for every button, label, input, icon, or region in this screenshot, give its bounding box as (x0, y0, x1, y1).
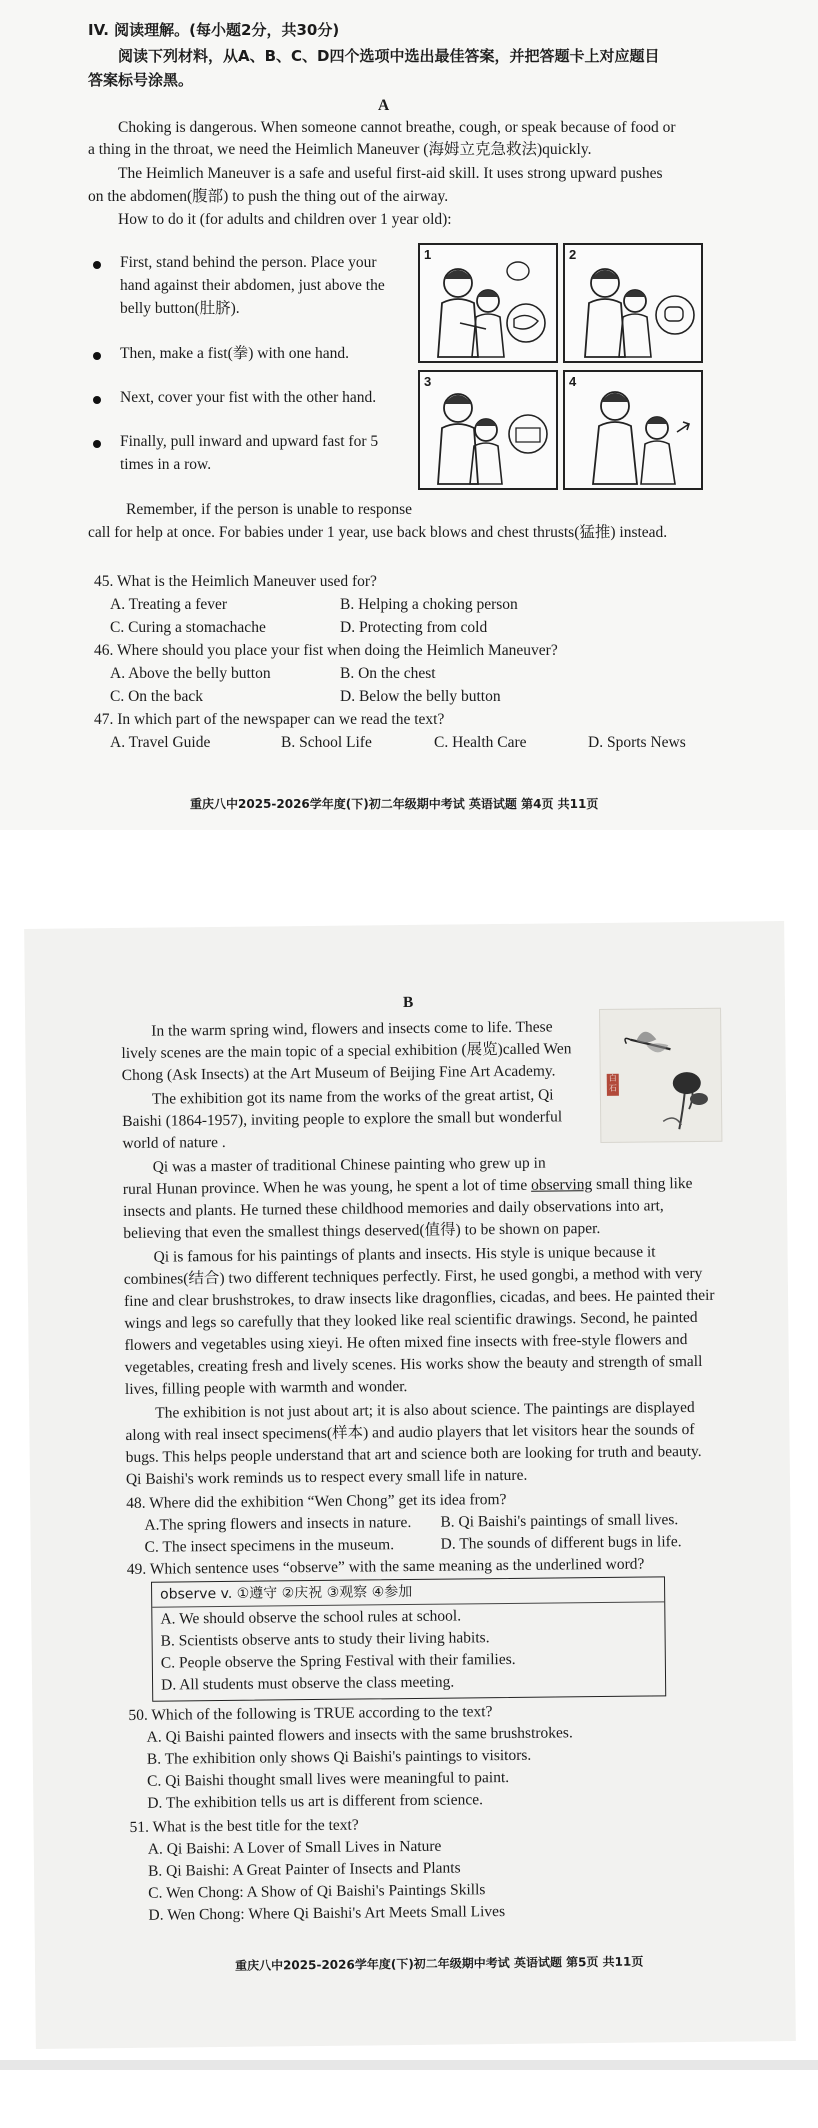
paragraph-line: The exhibition is not just about art; it is also about science. The paintings are displayed (155, 1399, 695, 1422)
paragraph-line: The exhibition got its name from the works of the great artist, Qi (151, 1086, 554, 1108)
step-1-line-1: First, stand behind the person. Place your (120, 254, 377, 271)
paragraph-line: lively scenes are the main topic of a special exhibition (展览)called Wen (121, 1040, 572, 1062)
exam-page-4 (0, 0, 818, 830)
step-1-line-2: hand against their abdomen, just above the (120, 277, 385, 294)
page-bottom-edge (0, 2060, 818, 2070)
bullet-icon (93, 261, 101, 269)
option-c: C. Curing a stomachache (110, 619, 266, 636)
instruction-line-1: 阅读下列材料，从A、B、C、D四个选项中选出最佳答案，并把答题卡上对应题目 (118, 47, 660, 65)
page-footer: 重庆八中2025-2026学年度(下)初二年级期中考试 英语试题 第5页 共11页 (234, 1954, 644, 1973)
option-b: B. Scientists observe ants to study their living habits. (160, 1629, 490, 1650)
illustration-panel-4 (563, 370, 703, 490)
paragraph-line: bugs. This helps people understand that art and science both are looking for truth and beauty. (125, 1442, 702, 1466)
option-c: C. Health Care (434, 734, 527, 751)
passage-label-a: A (378, 97, 390, 114)
question-46-stem: 46. Where should you place your fist when doing the Heimlich Maneuver? (94, 642, 558, 659)
exam-page-5 (24, 921, 796, 2049)
paragraph-line: How to do it (for adults and children over 1 year old): (118, 211, 452, 228)
option-c: C. Wen Chong: A Show of Qi Baishi's Paintings Skills (148, 1881, 486, 1902)
bullet-icon (93, 352, 101, 360)
option-c: C. Qi Baishi thought small lives were meaningful to paint. (146, 1768, 510, 1790)
bullet-icon (93, 440, 101, 448)
illustration-panel-3 (418, 370, 558, 490)
illustration-panel-2 (563, 243, 703, 363)
paragraph-line: a thing in the throat, we need the Heimlich Maneuver (海姆立克急救法)quickly. (88, 141, 592, 158)
step-4-line-2: times in a row. (120, 456, 212, 473)
option-d: D. Below the belly button (340, 688, 501, 705)
option-a: A. Travel Guide (110, 734, 211, 751)
remember-line-2: call for help at once. For babies under 1 year, use back blows and chest thrusts(猛推) instead. (88, 524, 668, 541)
paragraph-line: Qi is famous for his paintings of plants and insects. His style is unique because it (153, 1243, 656, 1266)
step-3-line: Next, cover your fist with the other hand. (120, 389, 377, 406)
bullet-icon (93, 396, 101, 404)
option-c: C. The insect specimens in the museum. (144, 1536, 395, 1556)
section-title: IV. 阅读理解。(每小题2分，共30分) (88, 21, 340, 39)
option-b: B. Helping a choking person (340, 596, 518, 613)
step-4-line-1: Finally, pull inward and upward fast for 5 (120, 433, 379, 450)
option-a: A. We should observe the school rules at school. (160, 1607, 462, 1628)
heimlich-step-4-illustration (565, 372, 701, 488)
remember-line-1: Remember, if the person is unable to response (126, 501, 413, 518)
heimlich-step-3-illustration (420, 372, 556, 488)
step-1-line-3: belly button(肚脐). (120, 300, 240, 317)
passage-label-b: B (402, 993, 414, 1012)
option-a: A. Qi Baishi painted flowers and insects with the same brushstrokes. (146, 1724, 573, 1746)
paragraph-line: along with real insect specimens(样本) and audio players that let visitors hear the sounds of (125, 1421, 695, 1444)
paragraph-line: lives, filling people with warmth and wonder. (124, 1378, 408, 1398)
paragraph-text: small thing like (592, 1175, 693, 1194)
question-47-stem: 47. In which part of the newspaper can we read the text? (94, 711, 445, 728)
option-a: A. Qi Baishi: A Lover of Small Lives in Nature (147, 1837, 442, 1858)
paragraph-line: insects and plants. He turned these childhood memories and daily observations into art, (123, 1197, 664, 1220)
paragraph-line: believing that even the smallest things deserved(值得) to be shown on paper. (123, 1219, 601, 1242)
table-header: observe v. ①遵守 ②庆祝 ③观察 ④参加 (160, 1583, 413, 1603)
illustration-panel-1 (418, 243, 558, 363)
paragraph-line: flowers and vegetables using xieyi. He often mixed fine insects with free-style flowers and (124, 1331, 688, 1354)
step-2-line: Then, make a fist(拳) with one hand. (120, 345, 349, 362)
paragraph-line: on the abdomen(腹部) to push the thing out of the airway. (88, 188, 449, 205)
paragraph-line: In the warm spring wind, flowers and insects come to life. These (151, 1018, 553, 1040)
option-d: D. Wen Chong: Where Qi Baishi's Art Meets Small Lives (148, 1903, 506, 1924)
option-b: B. School Life (281, 734, 372, 751)
option-d: D. All students must observe the class meeting. (160, 1673, 455, 1694)
panel-number: 4 (569, 374, 577, 389)
observe-meaning-table (151, 1576, 666, 1701)
heimlich-step-1-illustration (420, 245, 556, 361)
paragraph-line: Chong (Ask Insects) at the Art Museum of Beijing Fine Art Academy. (121, 1062, 556, 1084)
underlined-word: observing (530, 1176, 593, 1194)
paragraph-line: Qi Baishi's work reminds us to respect every small life in nature. (125, 1466, 528, 1488)
question-45-stem: 45. What is the Heimlich Maneuver used for? (94, 573, 377, 590)
paragraph-line: wings and legs so carefully that they looked like real scientific drawings. Second, he painted (124, 1308, 698, 1332)
option-d: D. The sounds of different bugs in life. (440, 1533, 682, 1553)
qi-baishi-painting (599, 1008, 722, 1143)
heimlich-step-2-illustration (565, 245, 701, 361)
paragraph-line: Qi was a master of traditional Chinese painting who grew up in (152, 1154, 546, 1176)
panel-number: 1 (424, 247, 432, 262)
paragraph-line: fine and clear brushstrokes, to draw insects like dragonflies, cicadas, and bees. He painted their (123, 1286, 715, 1310)
option-d: D. Protecting from cold (340, 619, 488, 636)
paragraph-line: The Heimlich Maneuver is a safe and useful first-aid skill. It uses strong upward pushes (118, 165, 663, 182)
option-b: B. On the chest (340, 665, 436, 682)
page-footer: 重庆八中2025-2026学年度(下)初二年级期中考试 英语试题 第4页 共11页 (190, 797, 599, 811)
option-c: C. On the back (110, 688, 203, 705)
question-50-stem: 50. Which of the following is TRUE according to the text? (128, 1703, 493, 1724)
paragraph-text: rural Hunan province. When he was young, he spent a lot of time (122, 1176, 532, 1198)
panel-number: 2 (569, 247, 577, 262)
paragraph-line: combines(结合) two different techniques perfectly. First, he used gongbi, a method with very (123, 1264, 703, 1288)
option-b: B. The exhibition only shows Qi Baishi's paintings to visitors. (146, 1746, 532, 1768)
option-a: A. Treating a fever (110, 596, 228, 613)
option-d: D. Sports News (588, 734, 686, 751)
paragraph-line: Baishi (1864-1957), inviting people to explore the small but wonderful (122, 1108, 563, 1130)
paragraph-line: vegetables, creating fresh and lively scenes. His works show the beauty and strength of small (124, 1352, 703, 1376)
option-d: D. The exhibition tells us art is different from science. (147, 1791, 483, 1812)
question-49-stem: 49. Which sentence uses “observe” with the same meaning as the underlined word? (126, 1555, 645, 1578)
paragraph-line: Choking is dangerous. When someone cannot breathe, cough, or speak because of food or (118, 119, 676, 136)
panel-number: 3 (424, 374, 432, 389)
option-a: A.The spring flowers and insects in nature. (144, 1513, 412, 1534)
question-51-stem: 51. What is the best title for the text? (129, 1816, 359, 1836)
option-a: A. Above the belly button (110, 665, 271, 682)
option-b: B. Qi Baishi's paintings of small lives. (440, 1511, 679, 1531)
question-48-stem: 48. Where did the exhibition “Wen Chong” get its idea from? (126, 1490, 507, 1512)
option-b: B. Qi Baishi: A Great Painter of Insects and Plants (147, 1859, 461, 1880)
painting-seal: 白石 (607, 1074, 619, 1096)
instruction-line-2: 答案标号涂黑。 (88, 71, 194, 89)
option-c: C. People observe the Spring Festival with their families. (160, 1650, 516, 1672)
paragraph-line: world of nature . (122, 1133, 226, 1152)
